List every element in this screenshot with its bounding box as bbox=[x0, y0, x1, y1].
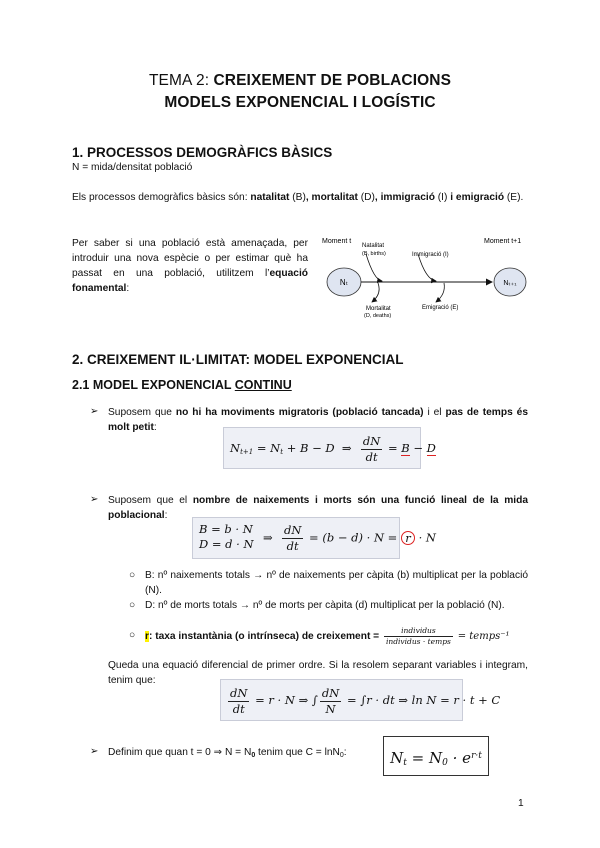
title-main: CREIXEMENT DE POBLACIONS bbox=[213, 72, 452, 89]
bullet-initial-condition: Definim que quan t = 0 ⇒ $N = N_0$ tenim que C = lnN$_0$: bbox=[108, 747, 347, 759]
emigracio-arrow bbox=[436, 283, 444, 302]
page-title bbox=[0, 72, 600, 90]
mortalitat-sub: (D, deaths) bbox=[364, 313, 392, 319]
immigracio-label: Immigració (I) bbox=[412, 252, 449, 258]
sub-item-deaths: D: nº de morts totals → nº de morts per càpita (d) multiplicat per la població (N). bbox=[145, 600, 505, 611]
ode-paragraph: Queda una equació diferencial de primer ordre. Si la resolem separant variables i integram, tenim que: bbox=[108, 660, 528, 686]
sub-item-growth-rate: r: taxa instantània (o intrínseca) de creixement = $\frac{\text{individus}}{\text{individus · temps}}$ = temps⁻¹ bbox=[145, 626, 510, 646]
node-nt-label: Nₜ bbox=[339, 278, 349, 287]
processes-paragraph: Els processos demogràfics bàsics són: natalitat (B), mortalitat (D), immigració (I) i emigració (E). bbox=[72, 192, 524, 203]
moment-t1-label: Moment t+1 bbox=[484, 238, 522, 245]
node-nt1-label: Nₜ₊₁ bbox=[503, 280, 517, 287]
circle-bullet-icon: ○ bbox=[129, 570, 136, 581]
natalitat-label: Natalitat bbox=[362, 243, 385, 249]
bullet-linear-function: Suposem que el nombre de naixements i morts són una funció lineal de la mida poblacional: bbox=[108, 495, 528, 521]
emigracio-label: Emigració (E) bbox=[422, 305, 459, 311]
sub-item-births: B: nº naixements totals → nº de naixements per càpita (b) multiplicat per la població (N). bbox=[145, 570, 528, 596]
natalitat-arrow bbox=[366, 254, 382, 281]
arrow-bullet-icon: ➢ bbox=[90, 406, 99, 417]
formula-ode-solution: $\frac{dN}{dt}$ = r · N ⇒ ∫ $\frac{dN}{N}$ = ∫r · dt ⇒ ln N = r · t + C bbox=[220, 679, 463, 721]
page-subtitle: MODELS EXPONENCIAL I LOGÍSTIC bbox=[164, 94, 436, 111]
page-number: 1 bbox=[518, 798, 524, 809]
formula-exponential-solution: $N_t = N_0 \cdot e^{r\cdot t}$ bbox=[383, 736, 489, 776]
section-2-1-heading: 2.1 MODEL EXPONENCIAL CONTINU bbox=[72, 378, 292, 392]
definition-text: N = mida/densitat població bbox=[72, 162, 193, 173]
title-prefix: TEMA 2: bbox=[148, 72, 214, 89]
section-2-heading: 2. CREIXEMENT IL·LIMITAT: MODEL EXPONENCIAL bbox=[72, 352, 404, 367]
mortalitat-label: Mortalitat bbox=[366, 306, 391, 312]
fundamental-equation-paragraph: Per saber si una població està amenaçada, per introduir una nova espècie o per estimar què ha passat en una població, utilitzem l’equació fonamental: bbox=[72, 238, 308, 294]
natalitat-sub: (B, births) bbox=[362, 251, 386, 257]
population-flow-diagram bbox=[316, 232, 530, 324]
circle-bullet-icon: ○ bbox=[129, 630, 136, 641]
moment-t-label: Moment t bbox=[322, 238, 352, 245]
arrow-bullet-icon: ➢ bbox=[90, 746, 99, 757]
circle-bullet-icon: ○ bbox=[129, 600, 136, 611]
formula-balance: $N_{t+1} = N_t + B - D$ ⇒ $\frac{dN}{dt}$ = B − D bbox=[223, 427, 421, 469]
section-1-heading: 1. PROCESSOS DEMOGRÀFICS BÀSICS bbox=[72, 145, 333, 160]
arrow-bullet-icon: ➢ bbox=[90, 494, 99, 505]
bullet-closed-population: Suposem que no hi ha moviments migratoris (població tancada) i el pas de temps és molt petit: bbox=[108, 407, 528, 433]
mortalitat-arrow bbox=[372, 283, 379, 302]
formula-linear: B = b · N D = d · N ⇒ $\frac{dN}{dt}$ = (b − d) · N = r · N bbox=[192, 517, 400, 559]
immigracio-arrow bbox=[418, 254, 436, 281]
